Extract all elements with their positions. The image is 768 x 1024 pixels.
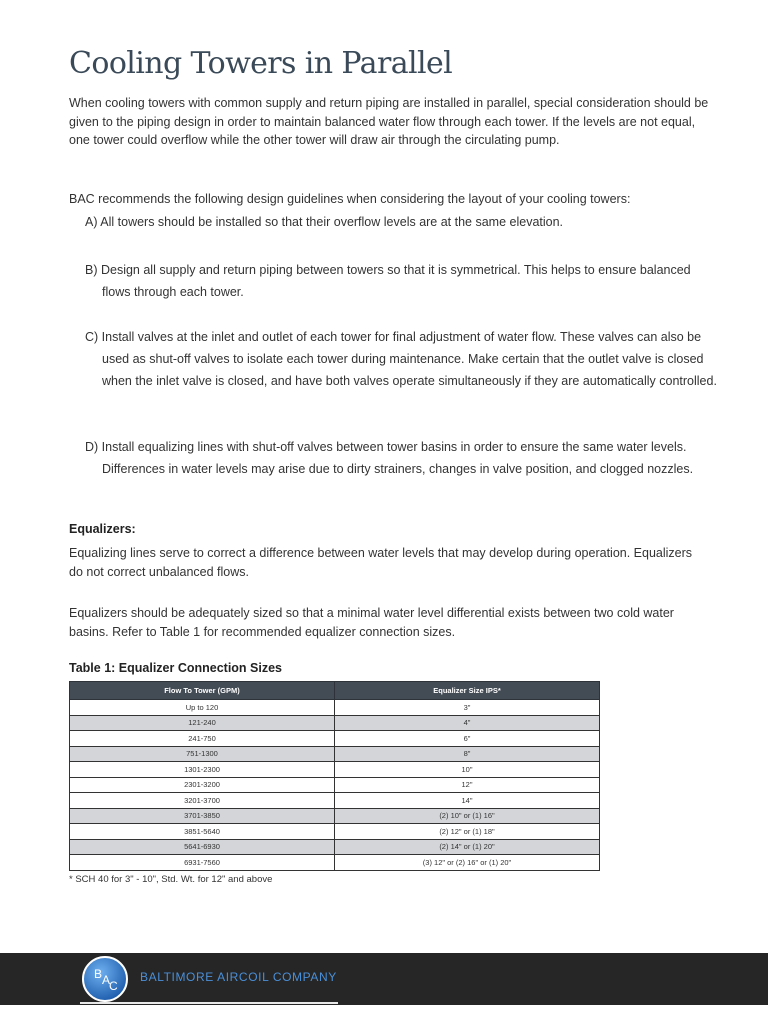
table-row	[70, 855, 600, 871]
table-row	[70, 700, 600, 716]
equalizers-paragraph-2: Equalizers should be adequately sized so that a minimal water level differential exists between two cold water basins. Refer to Table 1 for recommended equalizer connection sizes.	[69, 606, 674, 639]
table-row	[70, 731, 600, 747]
size-cell: 12"	[335, 777, 600, 793]
size-cell: 3"	[335, 700, 600, 716]
flow-cell: 3701-3850	[70, 808, 335, 824]
table-row	[70, 839, 600, 855]
flow-cell: 3851-5640	[70, 824, 335, 840]
size-cell: 6"	[335, 731, 600, 747]
equalizer-table	[69, 681, 600, 871]
table-row	[70, 777, 600, 793]
logo-letter-a: A	[102, 973, 111, 987]
size-cell: 8"	[335, 746, 600, 762]
column-header-flow: Flow To Tower (GPM)	[70, 682, 335, 700]
size-cell: (2) 12" or (1) 18"	[335, 824, 600, 840]
logo-letter-b: B	[94, 967, 103, 981]
flow-cell: 6931-7560	[70, 855, 335, 871]
table-footnote: * SCH 40 for 3" - 10", Std. Wt. for 12" and above	[69, 874, 273, 885]
size-cell: (2) 10" or (1) 16"	[335, 808, 600, 824]
guideline-c: C) Install valves at the inlet and outlet of each tower for final adjustment of water flow. These valves can also be used as shut-off valves to isolate each tower during maintenance. Make certain that the outlet valve is closed when the inlet valve is closed, and have both valves operate simultaneously if they are automatically controlled.	[85, 330, 717, 388]
table-row	[70, 808, 600, 824]
flow-cell: 5641-6930	[70, 839, 335, 855]
size-cell: 14"	[335, 793, 600, 809]
flow-cell: 2301-3200	[70, 777, 335, 793]
guideline-a: A) All towers should be installed so that their overflow levels are at the same elevation.	[85, 215, 564, 229]
table-body	[70, 700, 600, 871]
guideline-d: D) Install equalizing lines with shut-off valves between tower basins in order to ensure the same water levels. Differences in water levels may arise due to dirty strainers, changes in valve position, and clogged nozzles.	[85, 440, 694, 476]
table-row	[70, 762, 600, 778]
guideline-b: B) Design all supply and return piping between towers so that it is symmetrical. This helps to ensure balanced flows through each tower.	[85, 263, 691, 299]
table-caption: Table 1: Equalizer Connection Sizes	[69, 661, 283, 675]
intro-paragraph: When cooling towers with common supply and return piping are installed in parallel, special consideration should be given to the piping design in order to maintain balanced water flow through each tower. If the levels are not equal, one tower could overflow while the other tower will draw air through the circulating pump.	[69, 96, 709, 147]
table-row	[70, 746, 600, 762]
column-header-size: Equalizer Size IPS*	[335, 682, 600, 700]
flow-cell: Up to 120	[70, 700, 335, 716]
flow-cell: 121-240	[70, 715, 335, 731]
flow-cell: 241-750	[70, 731, 335, 747]
equalizers-heading: Equalizers:	[69, 522, 136, 536]
company-name: BALTIMORE AIRCOIL COMPANY	[140, 970, 337, 984]
size-cell: (3) 12" or (2) 16" or (1) 20"	[335, 855, 600, 871]
size-cell: 4"	[335, 715, 600, 731]
flow-cell: 1301-2300	[70, 762, 335, 778]
size-cell: (2) 14" or (1) 20"	[335, 839, 600, 855]
flow-cell: 751-1300	[70, 746, 335, 762]
table-row	[70, 793, 600, 809]
flow-cell: 3201-3700	[70, 793, 335, 809]
logo-letter-c: C	[109, 979, 118, 993]
page-title: Cooling Towers in Parallel	[69, 46, 453, 81]
size-cell: 10"	[335, 762, 600, 778]
table-row	[70, 715, 600, 731]
bac-logo	[81, 955, 129, 1003]
table-row	[70, 824, 600, 840]
table-header-row	[70, 682, 600, 700]
equalizers-paragraph-1: Equalizing lines serve to correct a difference between water levels that may develop during operation. Equalizers do not correct unbalanced flows.	[69, 546, 693, 579]
guidelines-intro: BAC recommends the following design guidelines when considering the layout of your cooling towers:	[69, 192, 631, 206]
